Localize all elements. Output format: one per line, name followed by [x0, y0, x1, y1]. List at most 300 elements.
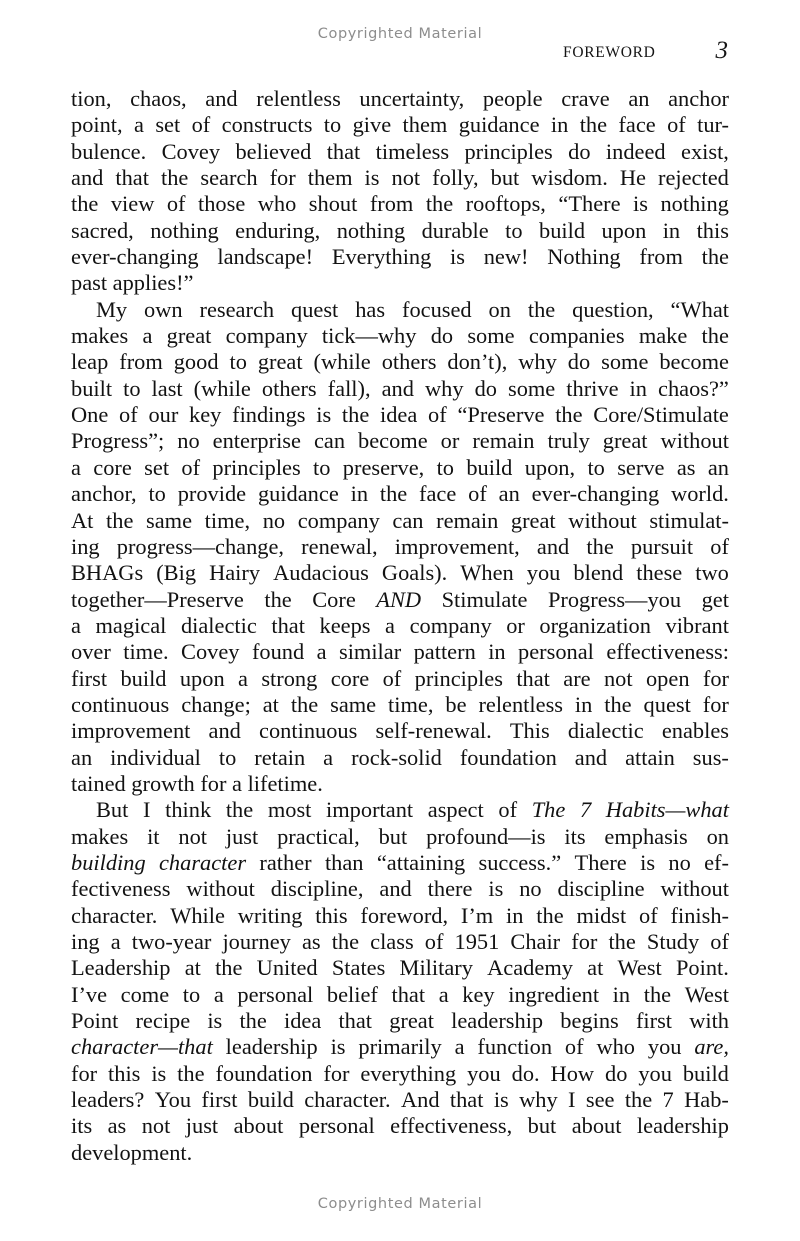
body-word: the — [624, 1087, 653, 1113]
body-word: the — [379, 481, 408, 507]
body-word: that — [338, 1008, 373, 1034]
body-word: self-renewal. — [375, 718, 492, 744]
body-line — [71, 1008, 729, 1034]
body-word: Core/Stimulate — [593, 402, 729, 428]
body-word: Military — [399, 955, 473, 981]
body-word: principles — [464, 138, 553, 164]
body-word: attain — [625, 744, 675, 770]
body-word: a — [110, 929, 121, 954]
body-word: important — [326, 797, 414, 823]
body-word: no — [519, 876, 542, 902]
body-line — [71, 639, 729, 665]
body-word: organization — [539, 612, 651, 638]
body-word: Core — [312, 586, 356, 612]
body-word: as — [107, 1113, 127, 1139]
body-word: that — [271, 612, 305, 638]
body-word: can — [392, 507, 424, 533]
body-word: you — [647, 1034, 682, 1060]
body-word: foundation — [215, 1060, 313, 1086]
body-word: our — [148, 402, 179, 428]
body-word: but — [490, 165, 520, 191]
body-line — [71, 1034, 729, 1060]
body-word: “What — [670, 296, 729, 322]
body-word: of — [667, 112, 686, 138]
body-word: the — [264, 586, 292, 612]
body-word: get — [701, 586, 729, 612]
body-word: Progress”; — [71, 428, 165, 454]
body-word: relentless — [478, 691, 563, 717]
body-word: truly — [547, 428, 590, 454]
body-word: two — [695, 560, 729, 586]
body-word: improvement, — [394, 533, 520, 559]
body-word: point, — [71, 112, 123, 138]
body-word: do — [430, 323, 454, 349]
body-line — [71, 560, 729, 586]
body-word: over — [71, 639, 111, 665]
body-word: nothing — [660, 191, 729, 217]
body-word: is — [316, 402, 332, 428]
body-word: is — [364, 165, 380, 191]
body-word: for — [269, 165, 296, 191]
body-word: without — [186, 876, 255, 902]
body-word: about — [571, 1113, 622, 1139]
body-word: While — [170, 902, 225, 928]
body-line — [71, 112, 729, 138]
body-word: One — [71, 402, 109, 428]
body-word: for — [702, 665, 729, 691]
body-word: and — [205, 86, 238, 111]
body-word: quest — [291, 296, 339, 322]
body-word: I’ve — [71, 981, 108, 1007]
body-word: individual — [110, 744, 201, 770]
body-word: in — [550, 112, 569, 138]
body-word: discipline — [557, 876, 645, 902]
body-word: crave — [561, 86, 610, 111]
body-word: you — [467, 1060, 501, 1086]
body-line — [71, 376, 729, 402]
body-word: focused — [401, 296, 472, 322]
body-word: blend — [573, 560, 624, 586]
body-word: and — [536, 533, 570, 559]
body-word: at — [262, 691, 279, 717]
body-word: the — [586, 533, 614, 559]
body-word: a — [213, 981, 224, 1007]
body-word: idea — [380, 402, 418, 428]
body-word: new! — [483, 244, 529, 270]
body-line — [71, 218, 729, 244]
body-word: of — [191, 112, 211, 138]
body-word: some — [507, 375, 556, 401]
body-word: as — [676, 454, 696, 480]
body-word: company — [409, 612, 492, 638]
body-word: open — [645, 665, 690, 691]
body-word: success.” — [478, 849, 562, 875]
body-word: fall), — [327, 375, 371, 401]
body-word: similar — [338, 639, 402, 665]
body-word: States — [331, 955, 386, 981]
body-word: build — [539, 217, 586, 243]
body-word: no — [177, 428, 200, 454]
body-word: vibrant — [665, 612, 729, 638]
body-word: companies — [528, 323, 625, 349]
body-word: Habits—what — [605, 797, 729, 823]
body-word: West — [617, 955, 662, 981]
body-word: “attaining — [376, 849, 466, 875]
body-word: people — [482, 86, 543, 111]
body-word: the — [555, 402, 583, 428]
body-word: Hairy — [209, 560, 261, 586]
body-word: remain — [436, 507, 499, 533]
body-word: of — [710, 533, 729, 559]
body-word: to — [323, 112, 342, 138]
body-word: the — [106, 507, 134, 533]
body-word: “There — [558, 191, 621, 217]
body-word: stimulat- — [649, 507, 729, 533]
body-word: function — [477, 1034, 553, 1060]
body-word: (while — [193, 375, 251, 401]
running-head-title: FOREWORD — [563, 44, 656, 61]
body-word: an — [707, 454, 729, 480]
body-word: without — [660, 428, 729, 454]
body-word: constructs — [221, 112, 313, 138]
body-word: is — [151, 1060, 167, 1086]
body-word: remain — [472, 428, 535, 454]
body-word: from — [119, 349, 163, 375]
body-line — [71, 165, 729, 191]
body-word: renewal, — [301, 533, 378, 559]
body-word: leaders? — [71, 1087, 145, 1113]
body-word: do — [568, 138, 591, 164]
body-word: Progress—you — [547, 586, 682, 612]
body-word: that — [326, 138, 361, 164]
body-word: relentless — [256, 86, 341, 111]
body-word: everything — [360, 1060, 457, 1086]
body-word: a — [134, 112, 144, 138]
body-word: primarily — [358, 1034, 442, 1060]
body-word: face — [419, 481, 457, 507]
body-word: on — [488, 296, 511, 322]
body-word: those — [198, 191, 246, 217]
body-word: idea — [283, 1008, 322, 1034]
body-word: ing — [71, 929, 100, 954]
body-word: is — [207, 1008, 223, 1034]
body-word: the — [341, 402, 370, 428]
body-word: don’t), — [447, 349, 508, 375]
body-word: just — [225, 823, 259, 849]
body-line — [96, 797, 729, 823]
body-word: at — [184, 955, 201, 981]
body-word: in — [629, 375, 647, 401]
body-word: question, — [572, 296, 654, 322]
body-word: most — [267, 797, 312, 823]
body-word: its — [564, 823, 586, 849]
body-word: in — [506, 902, 524, 928]
body-word: begins — [560, 1008, 619, 1034]
body-word: profound—is — [426, 823, 546, 849]
body-line — [71, 455, 729, 481]
body-word: at — [587, 955, 604, 981]
body-word: that — [516, 665, 550, 691]
body-word: are, — [694, 1034, 729, 1060]
body-word: pursuit — [630, 533, 694, 559]
body-word: Covey — [181, 639, 240, 665]
body-word: some — [601, 349, 649, 375]
body-word: character. — [304, 1087, 391, 1113]
body-word: that — [115, 165, 149, 191]
body-word: to — [436, 454, 454, 480]
body-word: make — [638, 323, 688, 349]
body-word: in — [574, 691, 593, 717]
body-word: a — [438, 981, 449, 1007]
body-word: dialectic — [567, 718, 644, 744]
body-word: do. — [511, 1060, 540, 1086]
body-word: I — [143, 797, 151, 823]
body-line — [71, 481, 729, 507]
body-line — [71, 745, 729, 771]
running-head — [71, 37, 728, 68]
body-word: quest — [643, 691, 691, 717]
body-word: to — [182, 981, 201, 1007]
body-word: first — [71, 665, 108, 691]
body-word: ing — [71, 533, 100, 559]
body-word: rooftops, — [465, 191, 546, 217]
body-word: landscape! — [217, 244, 314, 270]
body-word: foreword, — [360, 902, 449, 928]
body-word: build — [120, 665, 167, 691]
body-word: built — [71, 375, 113, 401]
body-word: thrive — [566, 375, 619, 401]
body-word: leadership — [636, 1113, 729, 1139]
body-word: these — [636, 560, 683, 586]
body-word: time, — [388, 691, 434, 717]
body-word: company — [225, 323, 308, 349]
body-word: folly, — [432, 165, 479, 191]
body-word: fectiveness — [71, 876, 171, 902]
body-word: Stimulate — [441, 586, 528, 612]
body-line — [71, 613, 729, 639]
body-word: tur- — [697, 112, 729, 138]
body-word: do — [567, 349, 591, 375]
body-word: this — [315, 902, 348, 928]
body-word: without — [568, 507, 637, 533]
body-word: character. — [71, 902, 158, 928]
body-word: anchor — [668, 86, 729, 111]
body-word: Everything — [331, 244, 432, 270]
body-word: (while — [313, 349, 371, 375]
body-word: Hab- — [684, 1087, 729, 1113]
body-word: Academy — [487, 955, 573, 981]
body-line — [71, 824, 729, 850]
body-word: believed — [235, 138, 312, 164]
body-word: a — [454, 1034, 465, 1060]
body-word: that — [449, 1087, 484, 1113]
body-word: to — [218, 744, 237, 770]
body-line — [71, 139, 729, 165]
body-word: as — [301, 929, 321, 954]
body-word: ef- — [704, 849, 729, 875]
copyright-watermark-top: Copyrighted Material — [317, 26, 483, 42]
body-word: of — [639, 902, 658, 928]
body-word: the — [604, 691, 632, 717]
body-word: of — [382, 665, 402, 691]
body-word: build — [466, 454, 513, 480]
body-word: personal — [518, 639, 594, 665]
body-word: the — [643, 981, 672, 1007]
body-word: research — [199, 296, 275, 322]
body-word: “Preserve — [457, 402, 545, 428]
body-word: the — [177, 1060, 205, 1086]
body-line — [96, 297, 729, 323]
body-word: timeless — [375, 138, 450, 164]
body-word: great — [257, 349, 303, 375]
body-line: past applies!” — [71, 270, 194, 296]
body-word: keeps — [319, 612, 371, 638]
body-word: but — [378, 823, 408, 849]
body-word: Nothing — [547, 244, 621, 270]
body-word: core — [330, 665, 370, 691]
body-line — [71, 850, 729, 876]
body-line: development. — [71, 1139, 193, 1165]
body-word: not — [141, 1113, 171, 1139]
body-word: personal — [298, 1113, 375, 1139]
body-word: search — [200, 165, 258, 191]
body-word: makes — [71, 823, 129, 849]
page-number: 3 — [715, 37, 728, 64]
body-word: Covey — [161, 138, 221, 164]
body-word: or — [440, 428, 460, 454]
body-line — [71, 534, 729, 560]
body-word: why — [518, 349, 557, 375]
body-word: provide — [177, 481, 247, 507]
body-word: How — [550, 1060, 595, 1086]
body-word: has — [355, 296, 386, 322]
body-word: midst — [576, 902, 627, 928]
body-word: to — [123, 375, 141, 401]
body-word: journey — [222, 929, 291, 954]
body-word: view — [110, 191, 155, 217]
body-word: preserve, — [342, 454, 425, 480]
body-word: good — [173, 349, 219, 375]
body-word: no — [668, 849, 691, 875]
body-word: two-year — [131, 929, 212, 954]
body-word: them — [402, 112, 448, 138]
body-word: an — [628, 86, 650, 111]
body-word: of — [119, 402, 138, 428]
body-word: of — [166, 191, 186, 217]
body-word: progress—change, — [116, 533, 285, 559]
body-word: do — [474, 375, 497, 401]
body-word: are — [563, 665, 591, 691]
body-word: dialectic — [180, 612, 257, 638]
body-word: chaos?” — [658, 375, 729, 401]
body-word: rejected — [657, 165, 729, 191]
body-word: why — [424, 375, 464, 401]
body-line — [71, 428, 729, 454]
body-word: guidance — [458, 112, 540, 138]
body-word: to — [587, 454, 605, 480]
body-word: this — [108, 1060, 141, 1086]
body-line — [71, 323, 729, 349]
body-word: enables — [661, 718, 729, 744]
body-word: to — [229, 349, 247, 375]
body-word: guidance — [257, 481, 339, 507]
body-word: This — [509, 718, 550, 744]
body-line — [71, 876, 729, 902]
body-word: 7 — [662, 1087, 674, 1113]
body-line — [71, 955, 729, 981]
body-word: do — [605, 1060, 628, 1086]
body-word: durable — [421, 217, 489, 243]
body-line — [71, 982, 729, 1008]
body-word: on — [706, 823, 729, 849]
body-word: pattern — [413, 639, 476, 665]
body-word: for — [71, 1060, 98, 1086]
body-word: finish- — [670, 902, 729, 928]
body-word: upon — [601, 217, 647, 243]
body-word: the — [536, 902, 564, 928]
body-word: to — [148, 481, 166, 507]
body-word: first — [635, 1008, 673, 1034]
body-word: a — [142, 323, 153, 349]
body-word: of — [181, 454, 201, 480]
body-word: same — [330, 691, 377, 717]
body-word: from — [369, 191, 414, 217]
body-word: give — [352, 112, 392, 138]
body-word: you — [526, 560, 561, 586]
body-word: Chair — [510, 929, 561, 954]
body-line — [71, 402, 729, 428]
body-word: the — [71, 191, 99, 217]
body-word: makes — [71, 323, 129, 349]
body-word: magical — [95, 612, 167, 638]
body-word: class — [370, 929, 414, 954]
body-word: of — [468, 481, 487, 507]
body-word: enduring, — [235, 217, 321, 243]
body-word: great — [166, 323, 212, 349]
body-word: set — [144, 454, 170, 480]
body-word: continuous — [259, 718, 358, 744]
body-word: and — [379, 876, 412, 902]
body-word: recipe — [135, 1008, 191, 1034]
body-line — [71, 903, 729, 929]
body-word: company — [297, 507, 380, 533]
body-word: improvement — [71, 718, 191, 744]
body-word: of — [424, 929, 444, 954]
copyright-watermark-bottom: Copyrighted Material — [317, 1196, 483, 1212]
body-word: in — [488, 639, 506, 665]
body-word: principles — [212, 454, 301, 480]
body-word: exist, — [681, 138, 729, 164]
body-line — [71, 718, 729, 744]
body-word: effectiveness, — [390, 1113, 513, 1139]
body-word: set — [155, 112, 181, 138]
body-word: is — [488, 876, 504, 902]
body-word: a — [385, 612, 395, 638]
body-word: You — [154, 1087, 192, 1113]
body-word: a — [316, 639, 327, 665]
body-word: There — [574, 849, 627, 875]
body-word: just — [185, 1113, 219, 1139]
body-line — [71, 191, 729, 217]
body-word: Study — [646, 929, 700, 954]
body-word: 1951 — [454, 929, 500, 954]
body-word: than — [324, 849, 364, 875]
body-word: for — [571, 929, 598, 954]
body-word: findings — [232, 402, 306, 428]
body-word: is — [450, 244, 465, 270]
body-word: to — [505, 217, 523, 243]
body-word: of — [428, 402, 447, 428]
